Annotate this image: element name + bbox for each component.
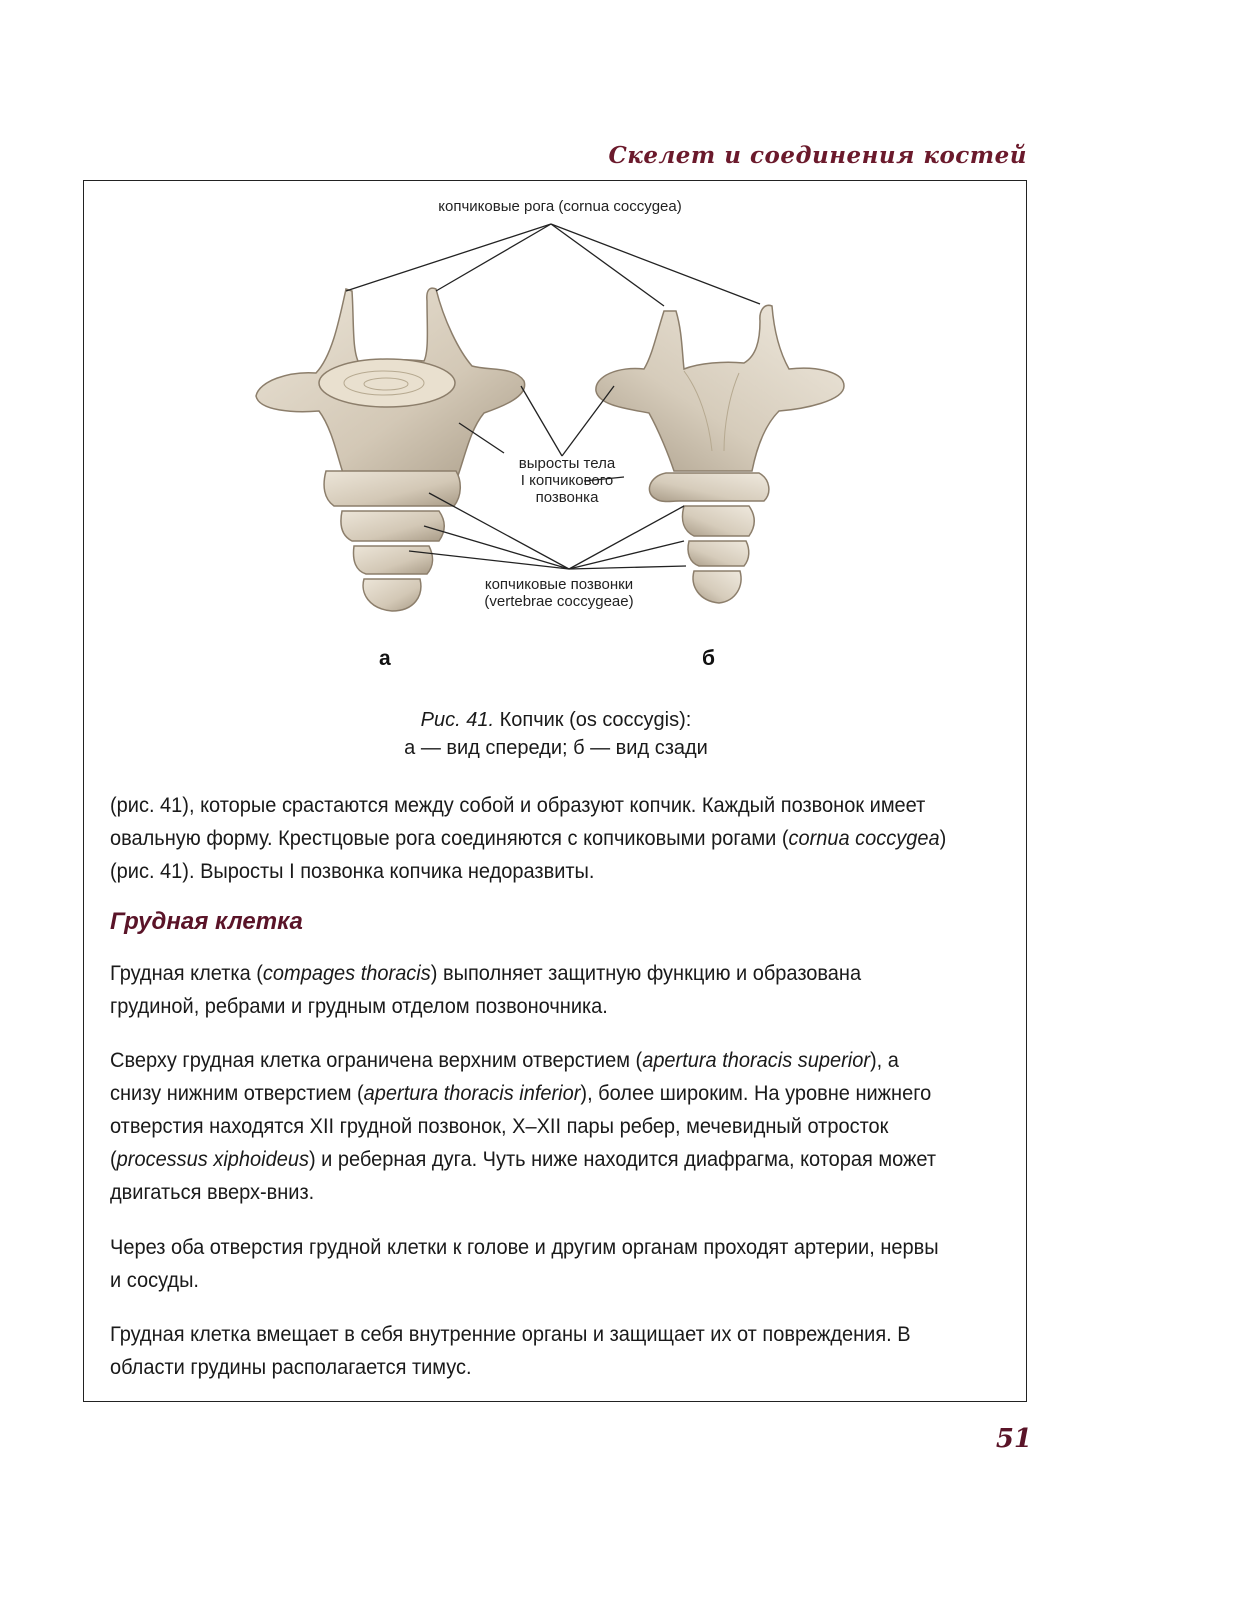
p3-text-a: Сверху грудная клетка ограничена верхним отверстием ( (110, 1048, 643, 1072)
label-processes-line2: I копчикового (520, 472, 614, 489)
p1-text-a: (рис. 41), которые срастаются между собой и образуют копчик. Каждый позвонок имеет овальную форму. Крестцовые рога соединяются с копчиковыми рогами ( (110, 793, 926, 850)
p2-latin: compages thoracis (262, 961, 431, 985)
p2-text-b: ) выполняет защитную функцию и образована грудиной, ребрами и грудным отделом позвоночника. (110, 961, 862, 1018)
coccyx-front-view (256, 288, 525, 611)
p3-text-b: ), а снизу нижним отверстием ( (110, 1048, 899, 1105)
p2-text-a: Грудная клетка ( (110, 961, 263, 985)
figure-caption (84, 706, 1028, 762)
view-letter-b: б (702, 647, 715, 670)
coccyx-illustration (84, 181, 1028, 701)
page-number: 51 (995, 1424, 1032, 1454)
content-frame (83, 180, 1027, 1402)
p3-latin-1: apertura thoracis superior (642, 1048, 871, 1072)
p3-text-c: ), более широким. На уровне нижнего отверстия находятся XII грудной позвонок, X–XII пары ребер, мечевидный отросток ( (110, 1081, 932, 1171)
p5-text: Грудная клетка вмещает в себя внутренние органы и защищает их от повреждения. В области грудины располагается тимус. (110, 1322, 911, 1379)
running-head: Скелет и соединения костей (608, 142, 1027, 169)
caption-title: Копчик (os coccygis): (499, 709, 692, 731)
caption-figure-number: Рис. 41. (420, 709, 495, 731)
label-coccygeal-horns: копчиковые рога (cornua coccygea) (438, 198, 682, 215)
caption-views: а — вид спереди; б — вид сзади (404, 737, 708, 759)
label-vertebrae-line1: копчиковые позвонки (484, 576, 634, 593)
paragraph-4 (110, 1231, 947, 1297)
label-processes-line3: позвонка (535, 489, 599, 506)
paragraph-5 (110, 1318, 947, 1384)
p4-text: Через оба отверстия грудной клетки к голове и другим органам проходят артерии, нервы и сосуды. (110, 1235, 939, 1292)
label-processes-line1: выросты тела (518, 455, 616, 472)
p3-latin-2: apertura thoracis inferior (363, 1081, 581, 1105)
p3-latin-3: processus xiphoideus (116, 1147, 309, 1171)
figure-coccyx (84, 181, 1028, 761)
view-letter-a: а (379, 647, 391, 670)
section-heading: Грудная клетка (110, 908, 303, 935)
paragraph-1 (110, 789, 947, 888)
p3-text-d: ) и реберная дуга. Чуть ниже находится диафрагма, которая может двигаться вверх-вниз. (110, 1147, 937, 1204)
paragraph-3 (110, 1044, 947, 1209)
label-vertebrae-line2: (vertebrae coccygeae) (484, 593, 634, 610)
paragraph-2 (110, 957, 947, 1023)
p1-latin: cornua coccygea (788, 826, 940, 850)
p1-text-b: ) (рис. 41). Выросты I позвонка копчика недоразвиты. (110, 826, 947, 883)
